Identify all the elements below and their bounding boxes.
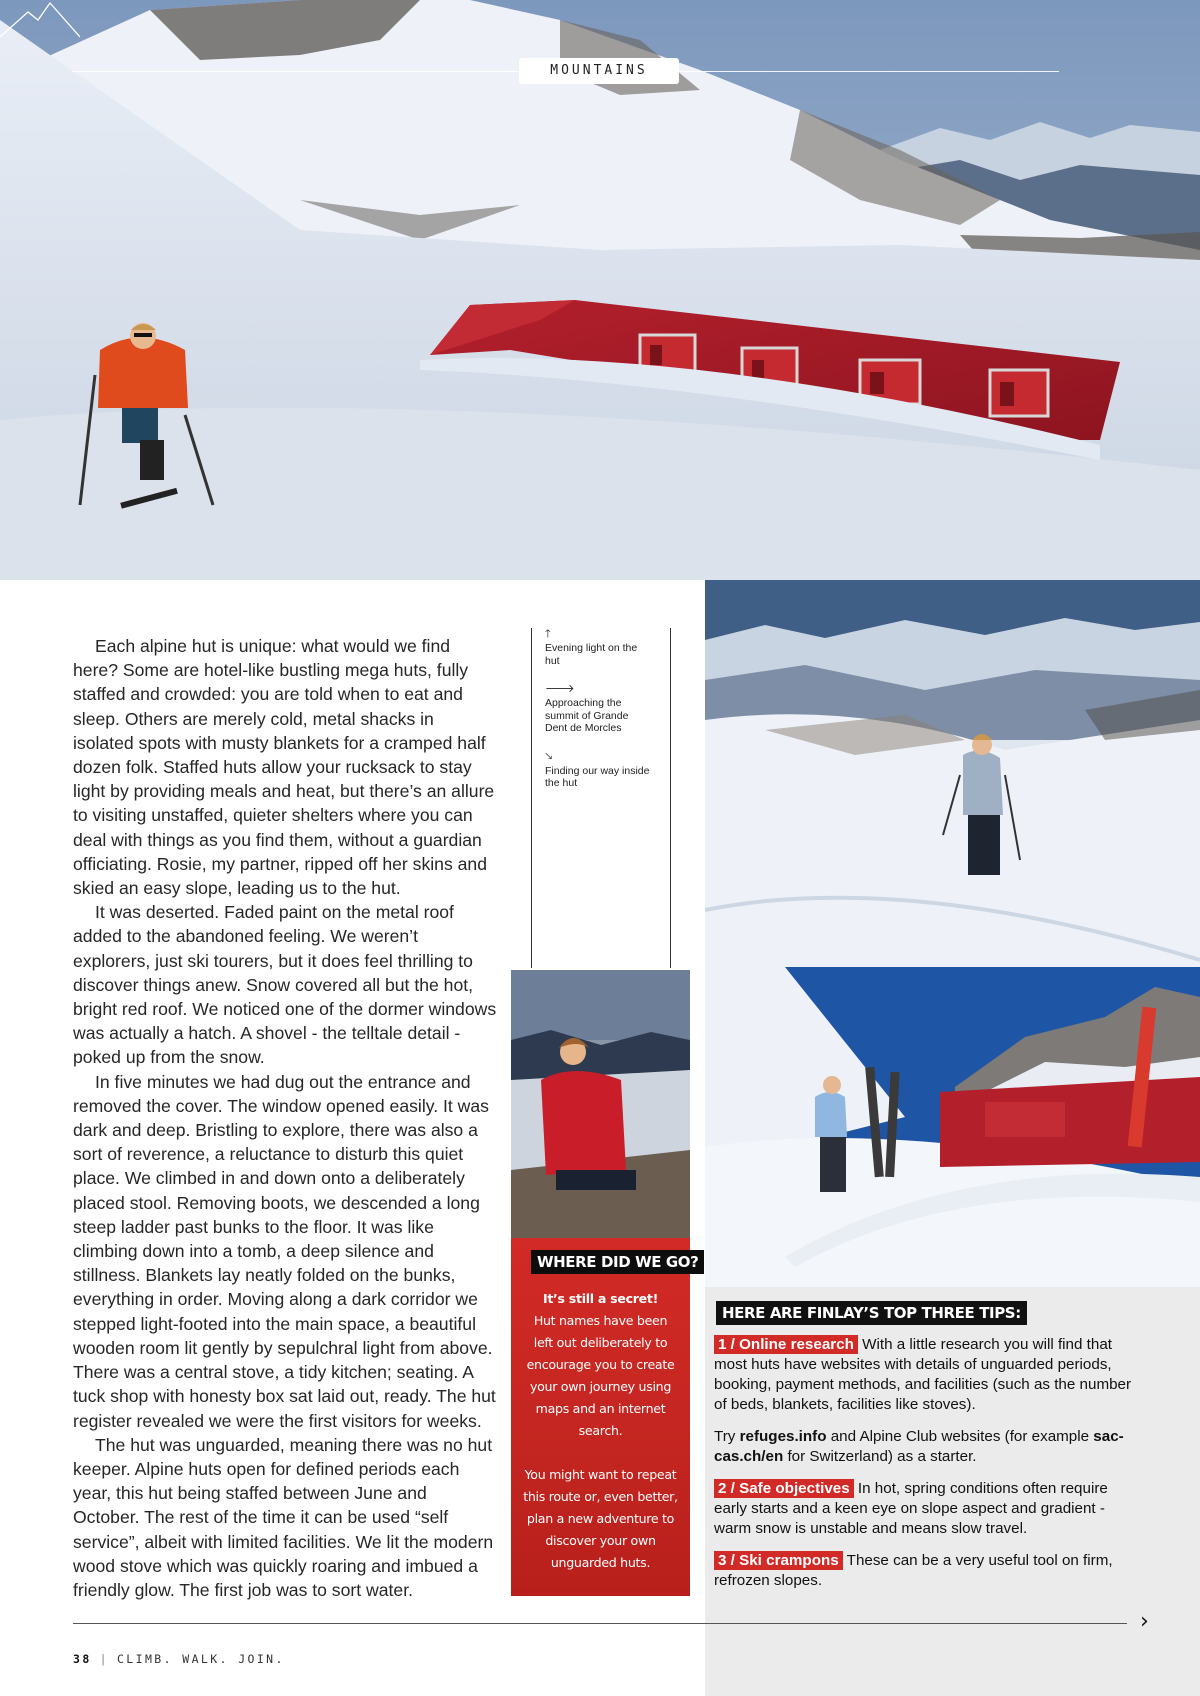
header-rule-right [679, 71, 1059, 72]
photo-finding-way-inside [705, 967, 1200, 1287]
where-text [523, 1288, 678, 1574]
mountain-outline-icon [0, 0, 80, 40]
arrow-right-icon: 🡒 [545, 683, 575, 695]
tip-websites: Try refuges.info and Alpine Club websites (for example sac-cas.ch/en for Switzerland) as a starter. [714, 1428, 1124, 1465]
photo-captions [531, 628, 671, 968]
body-paragraph: In five minutes we had dug out the entrance and removed the cover. The window opened easily. It was dark and deep. Bristling to explore, there was also a sort of reverence, a reluctance to disturb this quiet place. We climbed in and down onto a deliberately placed stool. Removing boots, we descended a long steep ladder past bunks to the floor. It was like climbing down into a tomb, a deep silence and stillness. Blankets lay neatly folded on the bunks, everything in order. Moving along a dark corridor we stepped light-footed into the main space, a beautiful wooden room lit gently by sepulchral light from above. There was a central stove, a tidy kitchen; seating. A tuck shop with honesty box sat laid out, ready. The hut register revealed we were the first visitors for weeks. [73, 1071, 496, 1431]
where-paragraph-1: Hut names have been left out deliberately to encourage you to create your own journey using maps and an internet search. [526, 1313, 675, 1438]
where-paragraph-2: You might want to repeat this route or, even better, plan a new adventure to discover your own unguarded huts. [523, 1467, 678, 1570]
hero-photo [0, 0, 1200, 580]
photo-evening-light [511, 970, 690, 1238]
hero-image-snow-hut [0, 0, 1200, 580]
link-refuges-info[interactable]: refuges.info [739, 1428, 827, 1445]
tip-label: 1 / Online research [714, 1335, 858, 1354]
where-did-we-go-box [511, 1238, 699, 1596]
body-paragraph: Each alpine hut is unique: what would we find here? Some are hotel-like bustling mega huts, fully staffed and crowded: you are told when to eat and sleep. Others are merely cold, metal shacks in isolated spots with musty blankets for a cramped half dozen folk. Staffed huts allow your rucksack to stay light by providing meals and heat, but there’s an allure to visiting unstaffed, quieter shelters where you can deal with things as you find them, without a guardian officiating. Rosie, my partner, ripped off her skins and skied an easy slope, leading us to the hut. [73, 636, 495, 899]
where-heading: WHERE DID WE GO? [531, 1250, 704, 1274]
photo-approaching-summit [705, 580, 1200, 967]
caption-finding-way: 🡖 Finding our way inside the hut [545, 750, 650, 789]
footer-separator: | [99, 1652, 109, 1666]
arrow-up-icon: 🡑 [545, 628, 551, 640]
top-tips [714, 1301, 1134, 1603]
header-rule-left [72, 71, 519, 72]
link-sac-cas[interactable]: sac-cas.ch/en [714, 1428, 1124, 1465]
section-label: MOUNTAINS [519, 58, 679, 84]
arrow-down-right-icon: 🡖 [545, 750, 553, 763]
body-paragraph: It was deserted. Faded paint on the metal roof added to the abandoned feeling. We weren’t explorers, just ski tourers, but it does feel thrilling to discover things anew. Snow covered all but the hot, bright red roof. We noticed one of the dormer windows was actually a hatch. A shovel - the telltale detail - poked up from the snow. [73, 902, 497, 1068]
tips-heading: HERE ARE FINLAY’S TOP THREE TIPS: [716, 1301, 1027, 1325]
article-body [73, 634, 498, 1602]
tip-safe-objectives: 2 / Safe objectives In hot, spring conditions often require early starts and a keen eye on slope aspect and gradient - warm snow is unstable and means slow travel. [714, 1480, 1108, 1537]
tip-online-research: 1 / Online research With a little research you will find that most huts have websites with details of unguarded periods, booking, payment methods, and facilities (such as the number of beds, blankets, facilities like stoves). [714, 1336, 1132, 1413]
footer-rule [73, 1623, 1127, 1624]
body-paragraph: The hut was unguarded, meaning there was no hut keeper. Alpine huts open for defined periods each year, this hut being staffed between June and October. The rest of the time it can be used “self service”, albeit with limited facilities. We lit the modern wood stove which was quickly roaring and imbued a friendly glow. The first job was to sort water. [73, 1434, 494, 1600]
caption-approaching-summit: 🡒 Approaching the summit of Grande Dent de Morcles [545, 683, 650, 735]
caption-evening-light: 🡑 Evening light on the hut [545, 628, 650, 667]
tip-ski-crampons: 3 / Ski crampons These can be a very useful tool on firm, refrozen slopes. [714, 1552, 1113, 1589]
tip-label: 2 / Safe objectives [714, 1479, 854, 1498]
where-lead: It’s still a secret! [542, 1291, 659, 1306]
chevron-right-icon[interactable]: › [1140, 1609, 1149, 1634]
tip-label: 3 / Ski crampons [714, 1551, 843, 1570]
footer-tagline: CLIMB. WALK. JOIN. [116, 1652, 285, 1666]
page-number: 38 [73, 1652, 92, 1666]
page-footer [73, 1652, 285, 1666]
